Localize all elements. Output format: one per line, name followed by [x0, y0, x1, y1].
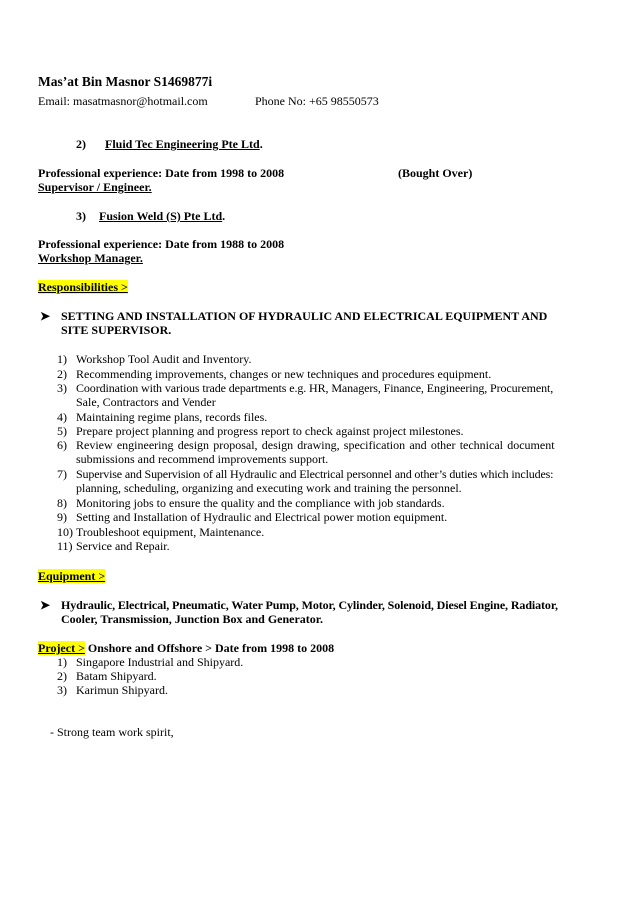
project-heading: Project > [38, 641, 85, 655]
job2-period: Professional experience: Date from 1998 to 2008 [38, 166, 285, 180]
list-item-continuation: submissions and recommend improvements support. [76, 452, 329, 466]
list-item: Monitoring jobs to ensure the quality and the compliance with job standards. [76, 496, 445, 510]
equipment-heading: Equipment > [38, 569, 106, 583]
list-item-number: 7) [57, 467, 67, 481]
job2-note: (Bought Over) [398, 166, 473, 180]
team-spirit-line: - Strong team work spirit, [50, 725, 174, 739]
arrow-bullet-icon: ➤ [40, 309, 51, 323]
list-item-number: 2) [57, 669, 67, 683]
list-item-number: 1) [57, 352, 67, 366]
list-item-continuation: Sale, Contractors and Vender [76, 395, 216, 409]
email-line: Email: masatmasnor@hotmail.com [38, 94, 208, 108]
equipment-line2: Cooler, Transmission, Junction Box and Generator. [61, 612, 324, 626]
project-detail: Onshore and Offshore > Date from 1998 to 2008 [84, 641, 335, 655]
list-item: Batam Shipyard. [76, 669, 157, 683]
list-item-number: 2) [57, 367, 67, 381]
list-item: Recommending improvements, changes or new techniques and procedures equipment. [76, 367, 492, 381]
arrow-bullet-icon: ➤ [40, 598, 51, 612]
list-item-number: 11) [57, 539, 73, 553]
list-item: Service and Repair. [76, 539, 170, 553]
project-line [38, 641, 334, 655]
list-item: Karimun Shipyard. [76, 683, 168, 697]
responsibility-bullet-line1: SETTING AND INSTALLATION OF HYDRAULIC AND ELECTRICAL EQUIPMENT AND [61, 309, 548, 323]
job2-role: Supervisor / Engineer. [38, 180, 152, 194]
list-item: Prepare project planning and progress report to check against project milestones. [76, 424, 464, 438]
job2-number: 2) [76, 137, 86, 151]
job2-company: Fluid Tec Engineering Pte Ltd. [105, 137, 263, 151]
list-item-number: 10) [57, 525, 73, 539]
responsibility-bullet-line2: SITE SUPERVISOR. [61, 323, 172, 337]
list-item-number: 5) [57, 424, 67, 438]
list-item: Maintaining regime plans, records files. [76, 410, 268, 424]
list-item: Workshop Tool Audit and Inventory. [76, 352, 252, 366]
list-item: Supervise and Supervision of all Hydraulic and Electrical personnel and other’s duties which includes: [76, 467, 554, 481]
phone-line: Phone No: +65 98550573 [255, 94, 379, 108]
list-item-number: 4) [57, 410, 67, 424]
list-item-number: 3) [57, 683, 67, 697]
list-item: Singapore Industrial and Shipyard. [76, 655, 244, 669]
list-item-number: 1) [57, 655, 67, 669]
list-item: Coordination with various trade departments e.g. HR, Managers, Finance, Engineering, Procurement, [76, 381, 554, 395]
job3-company: Fusion Weld (S) Pte Ltd. [99, 209, 226, 223]
list-item-number: 9) [57, 510, 67, 524]
list-item-number: 8) [57, 496, 67, 510]
candidate-name: Mas’at Bin Masnor S1469877i [38, 74, 213, 89]
list-item: Troubleshoot equipment, Maintenance. [76, 525, 265, 539]
list-item-number: 3) [57, 381, 67, 395]
list-item: Setting and Installation of Hydraulic and Electrical power motion equipment. [76, 510, 448, 524]
list-item-number: 6) [57, 438, 67, 452]
job3-number: 3) [76, 209, 86, 223]
job3-role: Workshop Manager. [38, 251, 143, 265]
list-item-continuation: planning, scheduling, organizing and executing work and training the personnel. [76, 481, 462, 495]
equipment-line1: Hydraulic, Electrical, Pneumatic, Water Pump, Motor, Cylinder, Solenoid, Diesel Engine, Radiator, [61, 598, 558, 612]
list-item: Review engineering design proposal, design drawing, specification and other technical document [76, 438, 555, 452]
job3-period: Professional experience: Date from 1988 to 2008 [38, 237, 285, 251]
responsibilities-heading: Responsibilities > [38, 280, 128, 294]
